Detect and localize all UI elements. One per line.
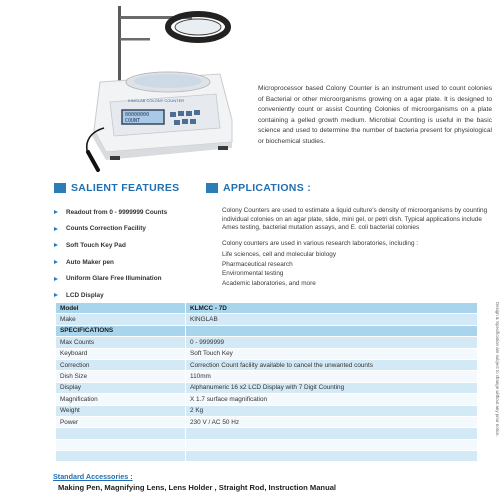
- spec-value: KLMCC - 7D: [186, 303, 478, 314]
- features-list: [54, 204, 214, 304]
- spec-label: Magnification: [56, 394, 186, 405]
- table-row: [56, 371, 478, 382]
- feature-text: Soft Touch Key Pad: [66, 241, 126, 249]
- applications-title: APPLICATIONS :: [223, 182, 312, 194]
- spec-value: Correction Count facility available to cancel the unwanted counts: [186, 359, 478, 370]
- spec-value: KINGLAB: [186, 314, 478, 325]
- feature-text: LCD Display: [66, 291, 104, 299]
- spec-label: Max Counts: [56, 337, 186, 348]
- table-row: [56, 303, 478, 314]
- arrow-bullet-icon: [54, 260, 58, 264]
- spec-label: Keyboard: [56, 348, 186, 359]
- table-row: [56, 451, 478, 462]
- spec-value: 230 V / AC 50 Hz: [186, 416, 478, 427]
- spec-label: [56, 439, 186, 450]
- table-row: [56, 382, 478, 393]
- spec-value: 110mm: [186, 371, 478, 382]
- salient-features-heading: [54, 180, 179, 196]
- table-row: [56, 405, 478, 416]
- section-bar-icon: [206, 183, 218, 193]
- table-row: [56, 348, 478, 359]
- spec-label: Power: [56, 416, 186, 427]
- table-row: [56, 439, 478, 450]
- spec-label: Make: [56, 314, 186, 325]
- feature-item: [54, 221, 214, 238]
- feature-text: Counts Correction Facility: [66, 225, 146, 233]
- accessories-title: Standard Accessories :: [53, 472, 133, 481]
- arrow-bullet-icon: [54, 210, 58, 214]
- feature-item: [54, 204, 214, 221]
- feature-text: Readout from 0 - 9999999 Counts: [66, 208, 168, 216]
- intro-paragraph: Microprocessor based Colony Counter is an instrument used to count colonies of Bacterial or other microorganisms growing on a agar plate. It is designed to conveniently count or assist Counting Colonies of microorganisms on a plate containing a gelled growth medium. Microbial Counting is useful in the basic science and used to determine the number of bacteria present for physiological or biochemical studies.: [258, 85, 492, 145]
- brand-label: KINGLAB COLONY COUNTER: [128, 98, 185, 103]
- spec-value: [186, 439, 478, 450]
- section-bar-icon: [54, 183, 66, 193]
- applications-paragraph-2: Colony counters are used in various research laboratories, including :: [222, 239, 419, 247]
- salient-features-title: SALIENT FEATURES: [71, 182, 180, 194]
- table-row: [56, 337, 478, 348]
- spec-value: [186, 451, 478, 462]
- arrow-bullet-icon: [54, 277, 58, 281]
- accessories-list: Making Pen, Magnifying Lens, Lens Holder , Straight Rod, Instruction Manual: [58, 483, 337, 492]
- applications-body: [222, 207, 490, 288]
- feature-item: [54, 237, 214, 254]
- table-row: [56, 428, 478, 439]
- spec-label: Weight: [56, 405, 186, 416]
- applications-paragraph-1: Colony Counters are used to estimate a liquid culture's density of microorganisms by counting individual colonies on an agar plate, slide, mini gel, or petri dish. Typical applications include Ames testing, bacterial mutation assays, and E. coli bacterial colonies: [222, 207, 488, 232]
- spec-label: Display: [56, 382, 186, 393]
- spec-value: Soft Touch Key: [186, 348, 478, 359]
- side-disclaimer: Design & Specification are subject to change without any prior notice.: [495, 302, 500, 437]
- spec-label: SPECIFICATIONS: [56, 325, 186, 336]
- application-item: Pharmaceutical research: [222, 260, 293, 268]
- spec-value: 2 Kg: [186, 405, 478, 416]
- specification-table: [55, 302, 478, 462]
- applications-list: [222, 250, 490, 288]
- feature-text: Uniform Glare Free Illumination: [66, 275, 162, 283]
- lcd-line-1: 00000000: [125, 112, 150, 118]
- arrow-bullet-icon: [54, 227, 58, 231]
- feature-item: [54, 270, 214, 287]
- table-row: [56, 394, 478, 405]
- application-item: Life sciences, cell and molecular biology: [222, 251, 337, 259]
- spec-value: Alphanumeric 16 x2 LCD Display with 7 Digit Counting: [186, 382, 478, 393]
- table-row: [56, 416, 478, 427]
- spec-label: Correction: [56, 359, 186, 370]
- feature-item: [54, 254, 214, 271]
- application-item: Environmental testing: [222, 270, 284, 278]
- spec-value: [186, 428, 478, 439]
- lcd-line-2: COUNT: [125, 118, 141, 124]
- applications-heading: [206, 180, 311, 196]
- spec-value: [186, 325, 478, 336]
- product-image: [70, 2, 240, 182]
- spec-label: Dish Size: [56, 371, 186, 382]
- feature-text: Auto Maker pen: [66, 258, 114, 266]
- spec-label: Model: [56, 303, 186, 314]
- spec-label: [56, 451, 186, 462]
- table-row: [56, 325, 478, 336]
- spec-value: X 1.7 surface magnification: [186, 394, 478, 405]
- table-row: [56, 359, 478, 370]
- arrow-bullet-icon: [54, 243, 58, 247]
- spec-label: [56, 428, 186, 439]
- table-row: [56, 314, 478, 325]
- spec-value: 0 - 9999999: [186, 337, 478, 348]
- application-item: Academic laboratories, and more: [222, 279, 316, 287]
- arrow-bullet-icon: [54, 293, 58, 297]
